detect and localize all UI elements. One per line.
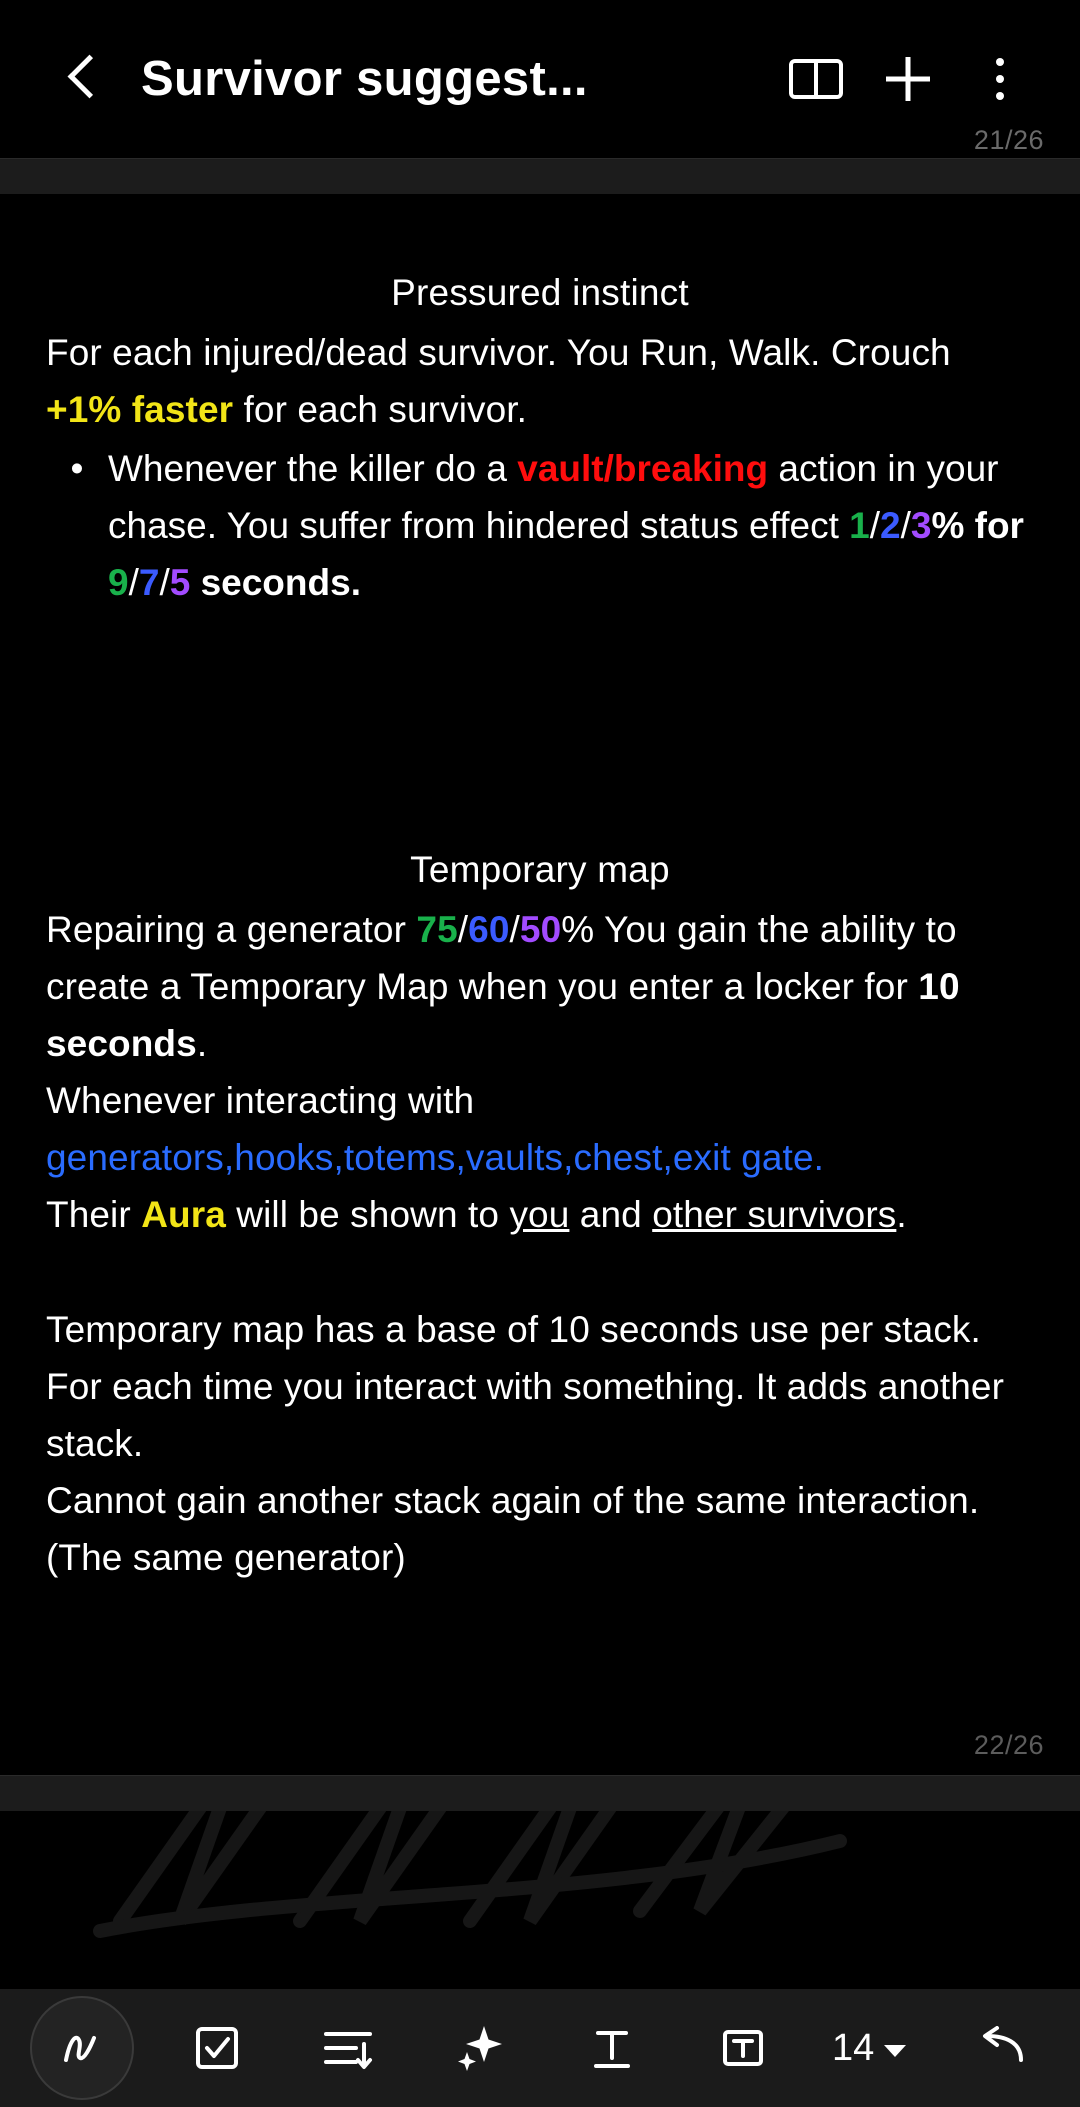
font-size-value: 14 (832, 2026, 875, 2069)
handwriting-scribble-area[interactable] (0, 1811, 1080, 1989)
highlight-ten-seconds: 10 seconds (46, 966, 960, 1064)
page-number-top: 21/26 (973, 125, 1044, 155)
text-run: % for (931, 505, 1024, 546)
paragraph-format-icon[interactable] (299, 1999, 397, 2097)
temporary-map-paragraph-5: Temporary map has a base of 10 seconds use per stack. For each time you interact with something. It adds another stack. (46, 1309, 1005, 1464)
tier-value-1: 1 (849, 505, 870, 546)
duration-value-1: 9 (108, 562, 129, 603)
text-run: . (196, 1023, 208, 1064)
text-run: seconds. (190, 562, 361, 603)
text-run: % You gain the ability to create a Temporary Map when you enter a locker for (46, 909, 957, 1007)
highlight-plus-one-percent: +1% faster (46, 389, 234, 430)
text-run: / (900, 505, 911, 546)
back-chevron-icon[interactable] (60, 49, 112, 109)
app-top-bar (0, 0, 1080, 158)
temporary-map-paragraph-2: Whenever interacting with (46, 1080, 475, 1121)
repair-value-2: 60 (468, 909, 510, 950)
book-icon[interactable] (770, 33, 862, 125)
text-box-icon[interactable] (694, 1999, 792, 2097)
duration-value-2: 7 (138, 562, 160, 603)
text-run: For each injured/dead survivor. You Run, Walk. Crouch (46, 332, 951, 373)
page-separator-bottom (0, 1775, 1080, 1811)
list-item (46, 440, 1034, 611)
top-bar-actions (770, 33, 1046, 125)
ai-sparkle-icon[interactable] (431, 1999, 529, 2097)
text-run: Repairing a generator (46, 909, 417, 950)
underline-you: you (509, 1194, 570, 1235)
repair-value-3: 50 (519, 909, 562, 950)
text-run: / (159, 562, 170, 603)
duration-value-3: 5 (169, 562, 191, 603)
kebab-menu-icon[interactable] (954, 33, 1046, 125)
handwriting-pen-icon[interactable] (30, 1996, 134, 2100)
tier-value-2: 2 (880, 505, 901, 546)
checkbox-list-icon[interactable] (168, 1999, 266, 2097)
temporary-map-paragraph-4 (46, 1186, 1034, 1243)
section-title-temporary-map: Temporary map (410, 849, 670, 890)
text-run: will be shown to (225, 1194, 510, 1235)
paragraph-spacer (46, 1243, 1034, 1301)
text-run: action in your chase. You suffer from hindered status effect (108, 448, 999, 546)
text-run: / (457, 909, 469, 950)
plus-icon[interactable] (862, 33, 954, 125)
temporary-map-paragraph-1 (46, 901, 1034, 1072)
scribble-ink (0, 1811, 1080, 1989)
font-size-selector[interactable] (826, 2027, 912, 2070)
interaction-targets-link[interactable]: generators,hooks,totems,vaults,chest,exit gate. (46, 1137, 824, 1178)
repair-value-1: 75 (416, 909, 458, 950)
text-style-icon[interactable] (563, 1999, 661, 2097)
highlight-vault-breaking: vault/breaking (517, 448, 769, 489)
section-title-pressured-instinct: Pressured instinct (391, 272, 689, 313)
text-run: for each survivor. (233, 389, 528, 430)
page-number-bottom: 22/26 (973, 1730, 1044, 1760)
text-run: Whenever the killer do a (108, 448, 518, 489)
text-run: / (128, 562, 139, 603)
bullet-dot-icon: • (70, 448, 84, 489)
editor-toolbar (0, 1989, 1080, 2107)
highlight-aura: Aura (141, 1194, 226, 1235)
temporary-map-paragraph-6: Cannot gain another stack again of the same interaction. (The same generator) (46, 1480, 980, 1578)
page-separator-top (0, 125, 1080, 194)
section-spacer (46, 611, 1034, 771)
chevron-down-icon (884, 2045, 906, 2057)
note-content[interactable] (0, 194, 1080, 1775)
page-title: Survivor suggest... (141, 52, 588, 106)
text-run: and (569, 1194, 653, 1235)
underline-other-survivors: other survivors (652, 1194, 897, 1235)
text-run: Their (46, 1194, 142, 1235)
text-run: / (869, 505, 881, 546)
text-run: / (509, 909, 520, 950)
text-run: . (896, 1194, 907, 1235)
pressured-instinct-intro (46, 324, 1034, 438)
tier-value-3: 3 (910, 505, 932, 546)
undo-arrow-icon[interactable] (946, 1999, 1056, 2097)
pressured-instinct-bullet-text (108, 440, 1034, 611)
